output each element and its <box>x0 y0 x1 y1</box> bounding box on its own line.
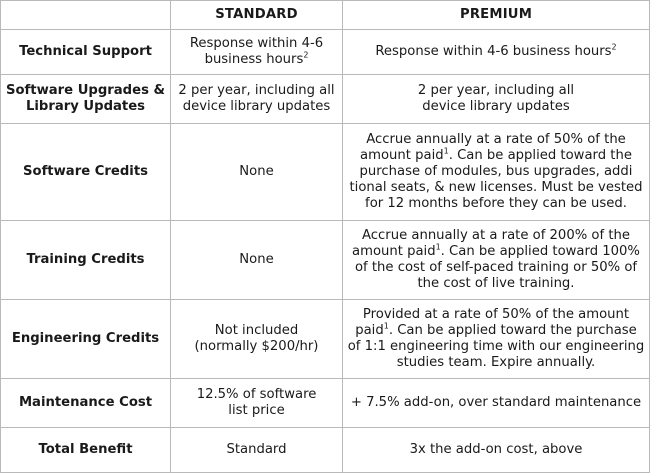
row-label: Technical Support <box>1 30 171 75</box>
table-row <box>1 30 650 75</box>
footnote-marker: 1 <box>383 321 389 331</box>
footnote-marker: 1 <box>443 146 449 156</box>
table-row <box>1 221 650 300</box>
cell-text: Accrue annually at a rate of 200% of the amount paid <box>352 228 630 259</box>
cell-text: . Can be applied toward 100% of the cost of self-paced training or 50% of the cost of live training. <box>354 244 640 291</box>
table-row <box>1 428 650 473</box>
table-row <box>1 75 650 124</box>
row-label: Software Credits <box>1 124 171 221</box>
table-row <box>1 124 650 221</box>
standard-cell: 2 per year, including all device library updates <box>171 75 343 124</box>
premium-cell: + 7.5% add-on, over standard maintenance <box>343 379 650 428</box>
standard-cell: 12.5% of software list price <box>171 379 343 428</box>
standard-column-header: STANDARD <box>171 1 343 30</box>
cell-text: . Can be applied toward the purchase of 1:1 engineering time with our engineering studies team. Expire annually. <box>347 323 645 370</box>
row-label: Engineering Credits <box>1 300 171 379</box>
premium-cell <box>343 300 650 379</box>
premium-cell: 3x the add-on cost, above <box>343 428 650 473</box>
premium-cell <box>343 124 650 221</box>
standard-cell: None <box>171 124 343 221</box>
cell-text: Response within 4-6 business hours <box>375 44 612 59</box>
footnote-marker: 2 <box>303 50 309 60</box>
footnote-marker: 1 <box>435 242 441 252</box>
standard-cell: Standard <box>171 428 343 473</box>
cell-text: Accrue annually at a rate of 50% of the amount paid <box>360 132 626 163</box>
row-label: Training Credits <box>1 221 171 300</box>
corner-cell <box>1 1 171 30</box>
footnote-marker: 2 <box>611 42 617 52</box>
premium-column-header: PREMIUM <box>343 1 650 30</box>
header-row <box>1 1 650 30</box>
standard-cell: Not included (normally $200/hr) <box>171 300 343 379</box>
cell-text: . Can be applied toward the purchase of modules, bus upgrades, addi tional seats, & new licenses. Must be vested for 12 months before they can be used. <box>349 148 643 211</box>
cell-text: Response within 4-6 business hours <box>189 36 324 67</box>
row-label: Maintenance Cost <box>1 379 171 428</box>
standard-cell: None <box>171 221 343 300</box>
premium-cell <box>343 221 650 300</box>
row-label: Software Upgrades & Library Updates <box>1 75 171 124</box>
standard-cell <box>171 30 343 75</box>
premium-cell: 2 per year, including all device library updates <box>343 75 650 124</box>
table-row <box>1 300 650 379</box>
cell-text: Provided at a rate of 50% of the amount paid <box>355 307 630 338</box>
table-row <box>1 379 650 428</box>
premium-cell <box>343 30 650 75</box>
row-label: Total Benefit <box>1 428 171 473</box>
